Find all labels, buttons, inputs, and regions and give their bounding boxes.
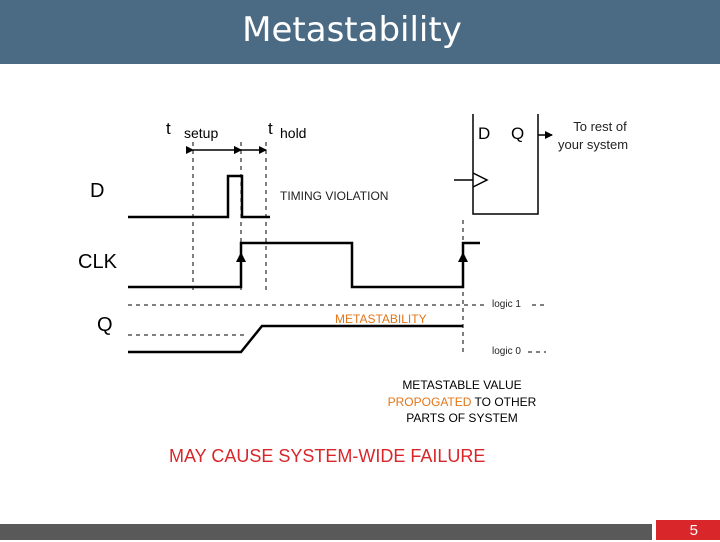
note-rest: TO OTHER xyxy=(471,395,537,409)
to-rest-line1: To rest of xyxy=(573,119,627,134)
page-number: 5 xyxy=(656,520,720,540)
note-line1: METASTABLE VALUE xyxy=(402,378,522,392)
flip-flop-clock-input xyxy=(473,173,487,187)
signal-q-label: Q xyxy=(97,314,113,336)
note-highlight: PROPOGATED xyxy=(387,395,472,409)
t-setup-subscript: setup xyxy=(184,125,219,141)
logic0-label: logic 0 xyxy=(492,346,521,357)
t-hold-subscript: hold xyxy=(280,125,307,141)
metastability-label: METASTABILITY xyxy=(335,312,427,326)
clk-rise-arrow-1 xyxy=(236,252,246,262)
flip-flop xyxy=(454,114,552,214)
timing-violation-label: TIMING VIOLATION xyxy=(280,189,389,203)
logic1-label: logic 1 xyxy=(492,299,521,310)
t-hold-symbol: t xyxy=(268,119,273,138)
clk-waveform xyxy=(128,243,480,287)
signal-clk-label: CLK xyxy=(78,251,117,273)
t-setup-symbol: t xyxy=(166,119,171,138)
to-rest-line2: your system xyxy=(558,137,629,152)
flip-flop-d-label: D xyxy=(478,124,491,143)
footer-bar xyxy=(0,524,652,540)
d-waveform xyxy=(128,176,270,217)
failure-warning: MAY CAUSE SYSTEM-WIDE FAILURE xyxy=(169,446,486,466)
note-line2 xyxy=(372,395,552,409)
clk-rise-arrow-2 xyxy=(458,252,468,262)
flip-flop-q-label: Q xyxy=(511,124,525,143)
note-line3: PARTS OF SYSTEM xyxy=(406,411,518,425)
signal-d-label: D xyxy=(90,180,105,202)
page-title: Metastability xyxy=(242,10,462,50)
q-waveform xyxy=(128,326,463,352)
